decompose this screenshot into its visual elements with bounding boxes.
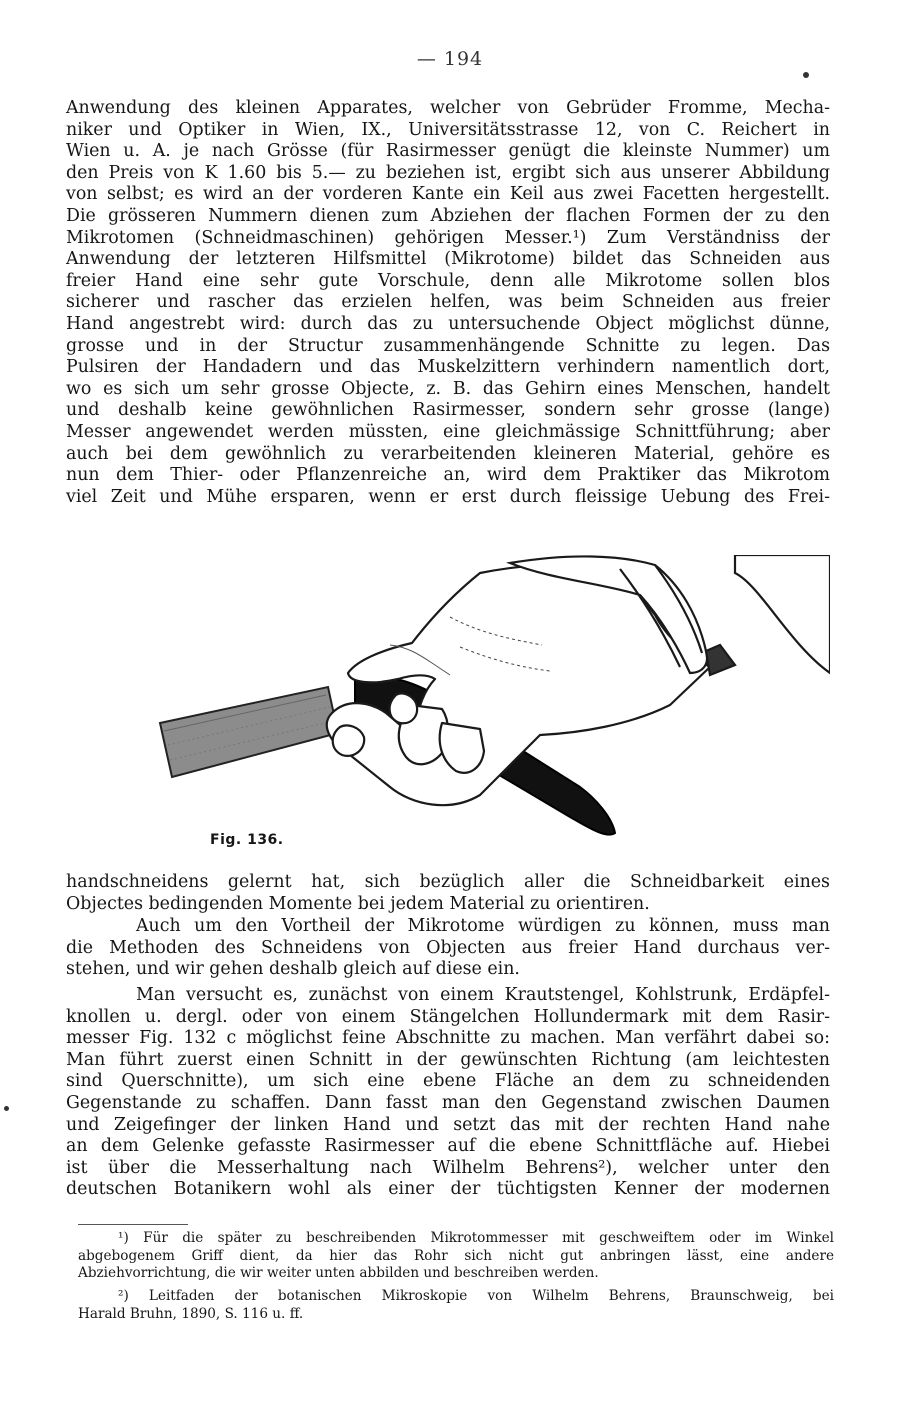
text-line: ²) Leitfaden der botanischen Mikroskopie von Wilhelm Behrens, Braunschweig, bei [118, 1288, 834, 1304]
text-line: Objectes bedingenden Momente bei jedem Material zu orientiren. [66, 893, 650, 914]
text-line: freier Hand eine sehr gute Vorschule, denn alle Mikrotome sollen blos [66, 270, 830, 291]
text-line: niker und Optiker in Wien, IX., Universitätsstrasse 12, von C. Reichert in [66, 119, 830, 140]
figure-hand-razor [150, 555, 830, 855]
text-line: auch bei dem gewöhnlich zu verarbeitenden kleineren Material, gehöre es [66, 443, 830, 464]
text-line: sind Querschnitte), um sich eine ebene Fläche an dem zu schneidenden [66, 1071, 830, 1092]
text-line: Pulsiren der Handadern und das Muskelzittern verhindern namentlich dort, [66, 357, 830, 378]
text-line: Die grösseren Nummern dienen zum Abziehen der flachen Formen der zu den [66, 205, 830, 226]
text-line: deutschen Botanikern wohl als einer der tüchtigsten Kenner der modernen [66, 1179, 830, 1200]
text-line: abgebogenem Griff dient, da hier das Rohr sich nicht gut anbringen lässt, eine andere [78, 1247, 834, 1264]
paragraph-3 [66, 916, 830, 981]
text-line: wo es sich um sehr grosse Objecte, z. B. das Gehirn eines Menschen, handelt [66, 378, 830, 399]
text-line: Man führt zuerst einen Schnitt in der gewünschten Richtung (am leichtesten [66, 1049, 830, 1070]
footnote-rule [78, 1224, 188, 1225]
text-line: Abziehvorrichtung, die wir weiter unten abbilden und beschreiben werden. [78, 1265, 599, 1281]
footnote-2 [78, 1288, 834, 1323]
text-line: knollen u. dergl. oder von einem Stängelchen Hollundermark mit dem Rasir- [66, 1006, 830, 1027]
text-line: Anwendung der letzteren Hilfsmittel (Mikrotome) bildet das Schneiden aus [66, 249, 830, 270]
text-line: sicherer und rascher das erzielen helfen, was beim Schneiden aus freier [66, 292, 830, 313]
text-line: nun dem Thier- oder Pflanzenreiche an, wird dem Praktiker das Mikrotom [66, 465, 830, 486]
hand-razor-illustration [150, 555, 830, 855]
text-line: viel Zeit und Mühe ersparen, wenn er erst durch fleissige Uebung des Frei- [66, 486, 830, 507]
text-line: Harald Bruhn, 1890, S. 116 u. ff. [78, 1305, 304, 1322]
text-line: und deshalb keine gewöhnlichen Rasirmesser, sondern sehr grosse (lange) [66, 400, 830, 421]
text-line: den Preis von K 1.60 bis 5.— zu beziehen ist, ergibt sich aus unserer Abbildung [66, 162, 830, 183]
ink-speck [4, 1106, 9, 1111]
text-line: Messer angewendet werden müssten, eine gleichmässige Schnittführung; aber [66, 421, 830, 442]
razor-blade [160, 687, 338, 777]
text-line: handschneidens gelernt hat, sich bezüglich aller die Schneidbarkeit eines [66, 872, 830, 892]
paragraph-2 [66, 872, 830, 915]
text-line: grosse und in der Structur zusammenhängende Schnitte zu legen. Das [66, 335, 830, 356]
text-line: von selbst; es wird an der vorderen Kante ein Keil aus zwei Facetten hergestellt. [66, 184, 830, 205]
text-line: Mikrotomen (Schneidmaschinen) gehörigen Messer.¹) Zum Verständniss der [66, 227, 830, 248]
text-line: stehen, und wir gehen deshalb gleich auf diese ein. [66, 959, 520, 980]
text-line: ¹) Für die später zu beschreibenden Mikrotommesser mit geschweiftem oder im Winkel [118, 1230, 834, 1246]
text-line: Man versucht es, zunächst von einem Krautstengel, Kohlstrunk, Erdäpfel- [136, 985, 830, 1005]
text-line: an dem Gelenke gefasste Rasirmesser auf die ebene Schnittfläche auf. Hiebei [66, 1136, 830, 1157]
figure-caption: Fig. 136. [210, 832, 284, 848]
top-paragraph [66, 98, 830, 508]
text-line: Gegenstande zu schaffen. Dann fasst man den Gegenstand zwischen Daumen [66, 1092, 830, 1113]
text-line: Anwendung des kleinen Apparates, welcher von Gebrüder Fromme, Mecha- [66, 98, 830, 118]
footnote-1 [78, 1230, 834, 1283]
text-line: Hand angestrebt wird: durch das zu untersuchende Object möglichst dünne, [66, 313, 830, 334]
text-line: messer Fig. 132 c möglichst feine Abschnitte zu machen. Man verfährt dabei so: [66, 1028, 830, 1049]
ink-speck [803, 72, 809, 78]
page-number: — 194 [416, 48, 484, 70]
text-line: die Methoden des Schneidens von Objecten aus freier Hand durchaus ver- [66, 937, 830, 958]
text-line: Wien u. A. je nach Grösse (für Rasirmesser genügt die kleinste Nummer) um [66, 141, 830, 162]
text-line: ist über die Messerhaltung nach Wilhelm Behrens²), welcher unter den [66, 1157, 830, 1178]
text-line: und Zeigefinger der linken Hand und setzt das mit der rechten Hand nahe [66, 1114, 830, 1135]
text-line: Auch um den Vortheil der Mikrotome würdigen zu können, muss man [136, 916, 830, 936]
paragraph-4 [66, 985, 830, 1201]
